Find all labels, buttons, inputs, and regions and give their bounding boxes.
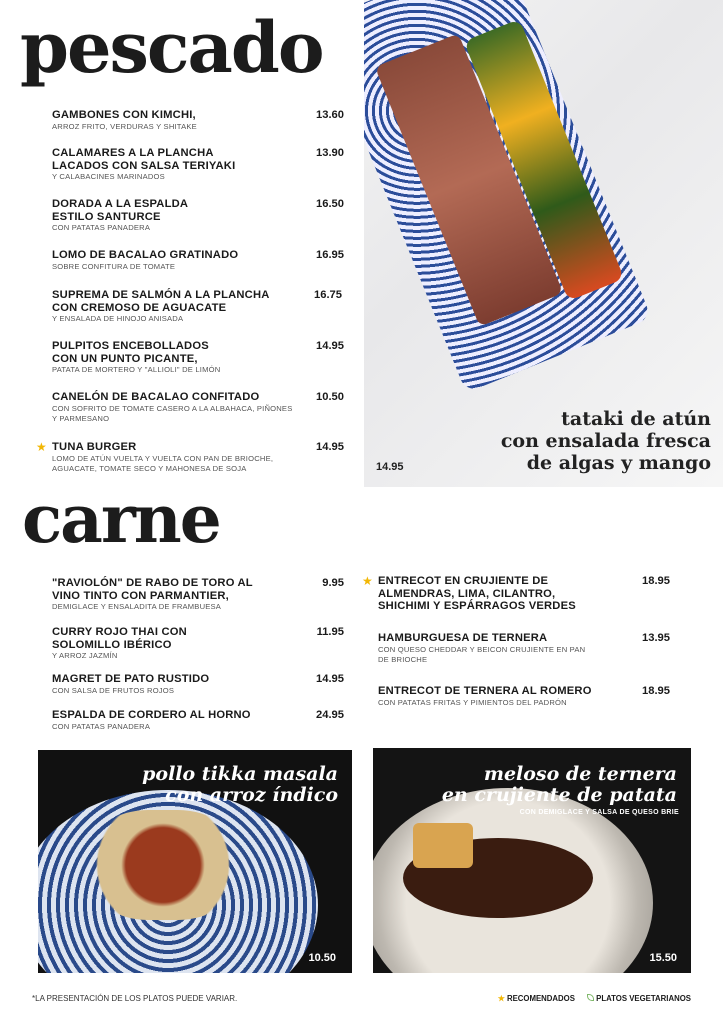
leaf-icon (587, 994, 594, 1001)
potato-image (413, 823, 473, 868)
legend-vegetarian (587, 994, 691, 1003)
menu-item (362, 574, 670, 613)
item-title: CALAMARES A LA PLANCHA LACADOS CON SALSA TERIYAKI (52, 147, 236, 172)
menu-item (52, 626, 344, 661)
menu-item (52, 109, 344, 132)
caption-line: con arroz índico (165, 784, 338, 806)
legend-recommended (498, 994, 575, 1003)
meloso-subcaption: CON DEMIGLACE Y SALSA DE QUESO BRIE (519, 809, 679, 816)
footer-note: *LA PRESENTACIÓN DE LOS PLATOS PUEDE VARIAR. (32, 994, 238, 1003)
photo-price: 15.50 (649, 952, 677, 964)
item-price: 16.95 (316, 249, 344, 261)
menu-item (36, 440, 344, 474)
star-icon: ★ (497, 994, 505, 1003)
menu-item (378, 685, 670, 708)
caption-line: pollo tikka masala (142, 763, 338, 785)
item-price: 18.95 (642, 575, 670, 587)
caption-line: con ensalada fresca (500, 430, 711, 452)
item-desc: CON QUESO CHEDDAR Y BEICON CRUJIENTE EN PAN DE BRIOCHE (378, 644, 586, 664)
item-title: GAMBONES CON KIMCHI, (52, 109, 196, 121)
photo-price: 14.95 (376, 461, 404, 473)
menu-item (52, 289, 342, 324)
caption-line: en crujiente de patata (441, 784, 677, 806)
item-desc: CON PATATAS FRITAS Y PIMIENTOS DEL PADRÓN (378, 697, 567, 707)
meloso-photo (373, 748, 691, 973)
pollo-photo (38, 750, 352, 973)
item-desc: PATATA DE MORTERO Y "ALLIOLI" DE LIMÓN (52, 365, 221, 374)
item-price: 13.90 (316, 147, 344, 159)
menu-item (52, 198, 344, 233)
item-title: CANELÓN DE BACALAO CONFITADO (52, 391, 260, 403)
item-title: DORADA A LA ESPALDA ESTILO SANTURCE (52, 198, 188, 223)
pescado-heading: pescado (20, 6, 323, 89)
item-desc: Y ENSALADA DE HINOJO ANISADA (52, 314, 184, 323)
caption-line: tataki de atún (561, 408, 711, 430)
item-desc: Y CALABACINES MARINADOS (52, 172, 165, 181)
item-price: 9.95 (322, 577, 344, 589)
legend-vegetarian-label: PLATOS VEGETARIANOS (596, 994, 691, 1003)
star-icon: ★ (36, 440, 47, 454)
item-title: PULPITOS ENCEBOLLADOS CON UN PUNTO PICANTE, (52, 340, 209, 365)
legend (498, 994, 691, 1003)
item-price: 13.95 (642, 632, 670, 644)
item-desc: ARROZ FRITO, VERDURAS Y SHITAKE (52, 121, 197, 131)
tataki-caption (501, 408, 711, 474)
menu-item (52, 577, 344, 612)
item-title: HAMBURGUESA DE TERNERA (378, 632, 548, 644)
item-price: 16.75 (314, 289, 342, 301)
item-price: 18.95 (642, 685, 670, 697)
menu-item (378, 632, 670, 665)
item-title: "RAVIOLÓN" DE RABO DE TORO AL VINO TINTO CON PARMANTIER, (52, 577, 253, 602)
item-price: 14.95 (316, 441, 344, 453)
menu-item (52, 673, 344, 696)
item-title: MAGRET DE PATO RUSTIDO (52, 673, 210, 685)
item-desc: CON SALSA DE FRUTOS ROJOS (52, 685, 175, 695)
carne-heading: carne (22, 480, 220, 558)
item-title: LOMO DE BACALAO GRATINADO (52, 249, 239, 261)
item-title: ENTRECOT DE TERNERA AL ROMERO (378, 685, 592, 697)
item-title: ENTRECOT EN CRUJIENTE DE ALMENDRAS, LIMA, CILANTRO, SHICHIMI Y ESPÁRRAGOS VERDES (378, 575, 576, 612)
item-price: 14.95 (316, 673, 344, 685)
menu-item (52, 249, 344, 272)
item-price: 11.95 (316, 626, 344, 638)
menu-item (52, 147, 344, 182)
item-desc: CON PATATAS PANADERA (52, 223, 151, 232)
item-desc: CON SOFRITO DE TOMATE CASERO A LA ALBAHACA, PIÑONES Y PARMESANO (52, 403, 293, 423)
item-title: CURRY ROJO THAI CON SOLOMILLO IBÉRICO (52, 626, 187, 651)
item-price: 16.50 (316, 198, 344, 210)
menu-item (52, 709, 344, 732)
item-desc: CON PATATAS PANADERA (52, 721, 151, 731)
item-title: SUPREMA DE SALMÓN A LA PLANCHA CON CREMOSO DE AGUACATE (52, 289, 270, 314)
item-price: 13.60 (316, 109, 344, 121)
star-icon: ★ (362, 574, 373, 588)
item-desc: DEMIGLACE Y ENSALADITA DE FRAMBUESA (52, 602, 222, 611)
item-title: TUNA BURGER (52, 441, 137, 453)
caption-line: de algas y mango (526, 452, 711, 474)
item-price: 24.95 (316, 709, 344, 721)
item-desc: LOMO DE ATÚN VUELTA Y VUELTA CON PAN DE BRIOCHE, AGUACATE, TOMATE SECO Y MAHONESA DE SOJA (52, 453, 274, 473)
caption-line: meloso de ternera (483, 763, 677, 785)
item-title: ESPALDA DE CORDERO AL HORNO (52, 709, 251, 721)
item-price: 14.95 (316, 340, 344, 352)
item-desc: Y ARROZ JAZMÍN (52, 651, 118, 660)
item-price: 10.50 (316, 391, 344, 403)
food-image (88, 810, 238, 920)
menu-item (52, 391, 344, 424)
photo-price: 10.50 (308, 952, 336, 964)
pollo-caption (142, 764, 338, 806)
tataki-photo (364, 0, 723, 487)
legend-recommended-label: RECOMENDADOS (506, 994, 575, 1003)
menu-item (52, 340, 344, 375)
item-desc: SOBRE CONFITURA DE TOMATE (52, 261, 176, 271)
meloso-caption (442, 764, 677, 806)
